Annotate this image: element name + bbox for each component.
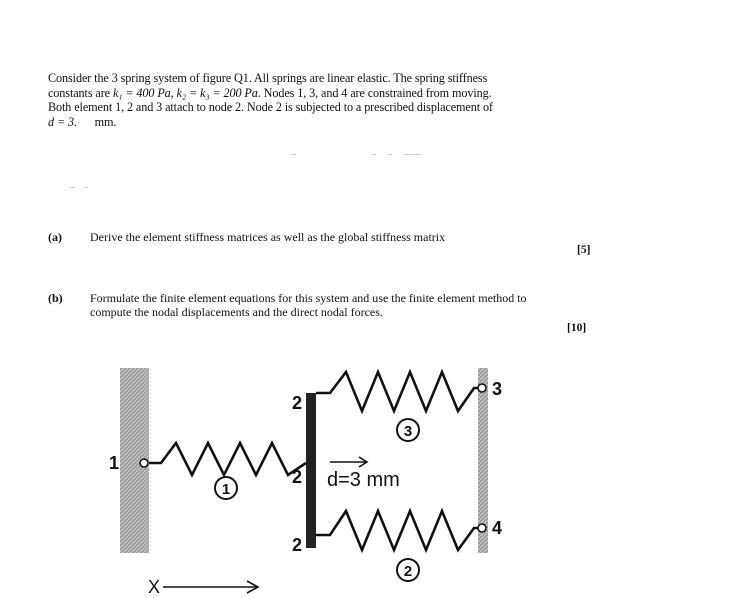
element-2-label: 2 — [403, 563, 413, 580]
spring-element-2 — [316, 511, 478, 550]
node-4-label: 4 — [492, 518, 503, 538]
question-b-label: (b) — [48, 291, 63, 305]
problem-line-2: constants are k₁ = 400 Pa, k₂ = k₃ = 200 Pa. Nodes 1, 3, and 4 are constrained from moving. — [48, 85, 492, 100]
displacement-value: d = 3. — [48, 114, 77, 129]
problem-line-1: Consider the 3 spring system of figure Q1. All springs are linear elastic. The spring stiffness — [48, 71, 488, 85]
question-a-text: Derive the element stiffness matrices as well as the global stiffness matrix — [90, 230, 446, 244]
node-3-label: 3 — [492, 379, 503, 399]
node-1-label: 1 — [109, 453, 120, 473]
node-2-top-label: 2 — [292, 393, 303, 413]
element-3-label: 3 — [403, 423, 413, 440]
question-b-text-line-2: compute the nodal displacements and the direct nodal forces. — [90, 305, 383, 319]
node-2-bottom-label: 2 — [292, 535, 303, 555]
spring-element-3 — [316, 372, 478, 411]
problem-line-4: d = 3. mm. — [48, 114, 117, 129]
stiffness-values: k₁ = 400 Pa, k₂ = k₃ = 200 Pa — [112, 85, 258, 100]
node-2-rigid-bar — [306, 393, 316, 548]
question-b-marks: [10] — [567, 322, 587, 334]
node-1-circle — [140, 459, 148, 467]
displacement-label: d=3 mm — [327, 469, 400, 491]
node-2-middle-label: 2 — [292, 467, 303, 487]
question-a-label: (a) — [48, 230, 62, 244]
element-1-label: 1 — [221, 481, 231, 498]
node-4-circle — [478, 524, 486, 532]
question-b-text-line-1: Formulate the finite element equations for this system and use the finite element method to — [90, 291, 527, 305]
question-a-marks: [5] — [577, 244, 591, 256]
x-axis-label: X — [148, 577, 161, 597]
problem-line-3: Both element 1, 2 and 3 attach to node 2. Node 2 is subjected to a prescribed displacement of — [48, 100, 493, 115]
node-3-circle — [478, 384, 486, 392]
spring-element-1 — [149, 443, 306, 475]
